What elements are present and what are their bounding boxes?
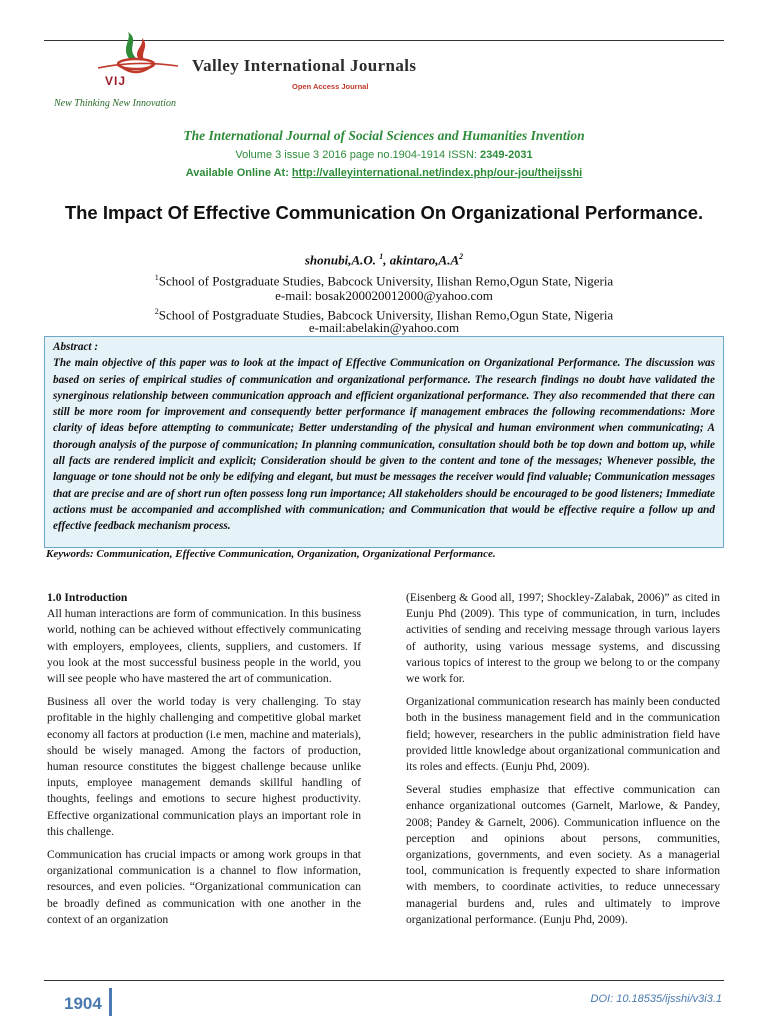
page-number-bar [109,988,112,1016]
paper-title: The Impact Of Effective Communication On Organizational Performance. [64,202,704,223]
affiliation-2-superscript: 2 [154,307,159,316]
right-column [406,590,720,935]
publisher-subtitle: Open Access Journal [292,82,369,91]
journal-url-link[interactable]: http://valleyinternational.net/index.php/our-jou/theijsshi [291,167,583,179]
availability-label: Available Online At: [185,167,292,179]
publisher-name: Valley International Journals [192,56,417,75]
abstract-text: The main objective of this paper was to look at the impact of Effective Communication on Organizational Performance. The discussion was based on series of empirical studies of communication and organizational performance. The research findings no doubt have validated the synerginous relationship between communication approach and efficient organizational performance. They also recommended that there can still be more room for improvement and consequently better performance if management embraces the following recommendations: More clarity of ideas before attempting to communicate; Better understanding of the physical and human environment when communicating; A thorough analysis of the purpose of communication; In planning communication, consultation should both be top down and bottom up, while all facts are rendered implicit and explicit; Consideration should be given to the content and tone of the messages; Whenever possible, the language or tone should not be only be edifying and elegant, but must be messages the receiver would find valuable; Communication messages that are precise and are of short run often possess long run importance; All stakeholders should be encouraged to be good listeners; Immediate actions must be accompanied and accomplished with communication; and Communication that would be effective require a follow up and effective feedback mechanism process. [53,357,715,533]
email-1: e-mail: bosak200020012000@yahoo.com [275,288,493,303]
journal-availability-line [0,167,768,179]
left-column [47,590,361,935]
page-number: 1904 [64,994,102,1013]
affiliation-1-text: School of Postgraduate Studies, Babcock University, Ilishan Remo,Ogun State, Nigeria [158,273,614,289]
journal-issn: 2349-2031 [480,149,533,161]
abstract-heading: Abstract : [53,341,99,353]
footer-rule [44,980,724,981]
journal-title: The International Journal of Social Sciences and Humanities Invention [183,128,585,143]
affiliation-1-superscript: 1 [154,273,159,282]
body-paragraph: (Eisenberg & Good all, 1997; Shockley-Zalabak, 2006)” as cited in Eunju Phd (2009). This type of communication, in turn, includes activities of sending and receiving message through various layers of authority, using various message systems, and discussing various topics of interest to the group we belong to or the company we work for. [406,591,720,686]
section-heading: 1.0 Introduction [47,591,128,604]
abstract-box [44,336,724,548]
author-1-superscript: 1 [379,252,384,261]
email-2: e-mail:abelakin@yahoo.com [308,320,460,335]
keywords: Keywords: Communication, Effective Communication, Organization, Organizational Performance. [46,548,496,560]
author-2-superscript: 2 [459,252,464,261]
doi-link[interactable]: DOI: 10.18535/ijsshi/v3i3.1 [590,993,722,1005]
vij-logo-icon [90,30,185,100]
body-paragraph: All human interactions are form of communication. In this business world, nothing can be achieved without effectively communicating with employers, employees, clients, suppliers, and customers. If you look at the most successful business people in the world, you will see people who have mastered the art of communication. [47,607,361,686]
tagline: New Thinking New Innovation [54,98,176,109]
authors-line [0,252,768,268]
body-paragraph: Several studies emphasize that effective communication can enhance organizational outcomes (Garnelt, Marlowe, & Pandey, 2008; Pandey & Garnelt, 2006). Communication influence on the perception and opinions about persons, communities, organizations, governments, and even society. As a managerial tool, communication is frequently expected to share information with members, to coordinate activities, to reduce unnecessary managerial burdens and, rules and ultimately to improve organizational performance. (Eunju Phd, 2009). [406,783,720,926]
body-paragraph: Organizational communication research has mainly been conducted both in the business management field and in the communication field; however, researchers in the public administration field have provided little knowledge about organizational communication and its roles and effects. (Eunju Phd, 2009). [406,695,720,774]
affiliation-2-text: School of Postgraduate Studies, Babcock University, Ilishan Remo,Ogun State, Nigeria [158,307,614,323]
affiliation-1 [0,270,768,289]
logo-letters: VIJ [105,74,127,88]
body-paragraph: Communication has crucial impacts or among work groups in that organizational communication is a channel to flow information, resources, and even policies. “Organizational communication can be broadly defined as communication with one another in the context of an organization [47,848,361,926]
author-1: shonubi,A.O. [304,252,380,268]
body-paragraph: Business all over the world today is very challenging. To stay profitable in the highly challenging and competitive global market economy all factors at production (i.e men, machine and materials), should be wisely managed. Among the factors of production, human resource constitutes the biggest challenge because unlike inputs, employee management demands skillful handling of thoughts, feelings and emotions to secure highest productivity. Effective organizational communication plays an important role in this challenge. [47,695,361,838]
journal-volume-line [0,149,768,161]
journal-volume-text: Volume 3 issue 3 2016 page no.1904-1914 ISSN: [235,149,480,161]
author-2: , akintaro,A.A [383,252,460,268]
